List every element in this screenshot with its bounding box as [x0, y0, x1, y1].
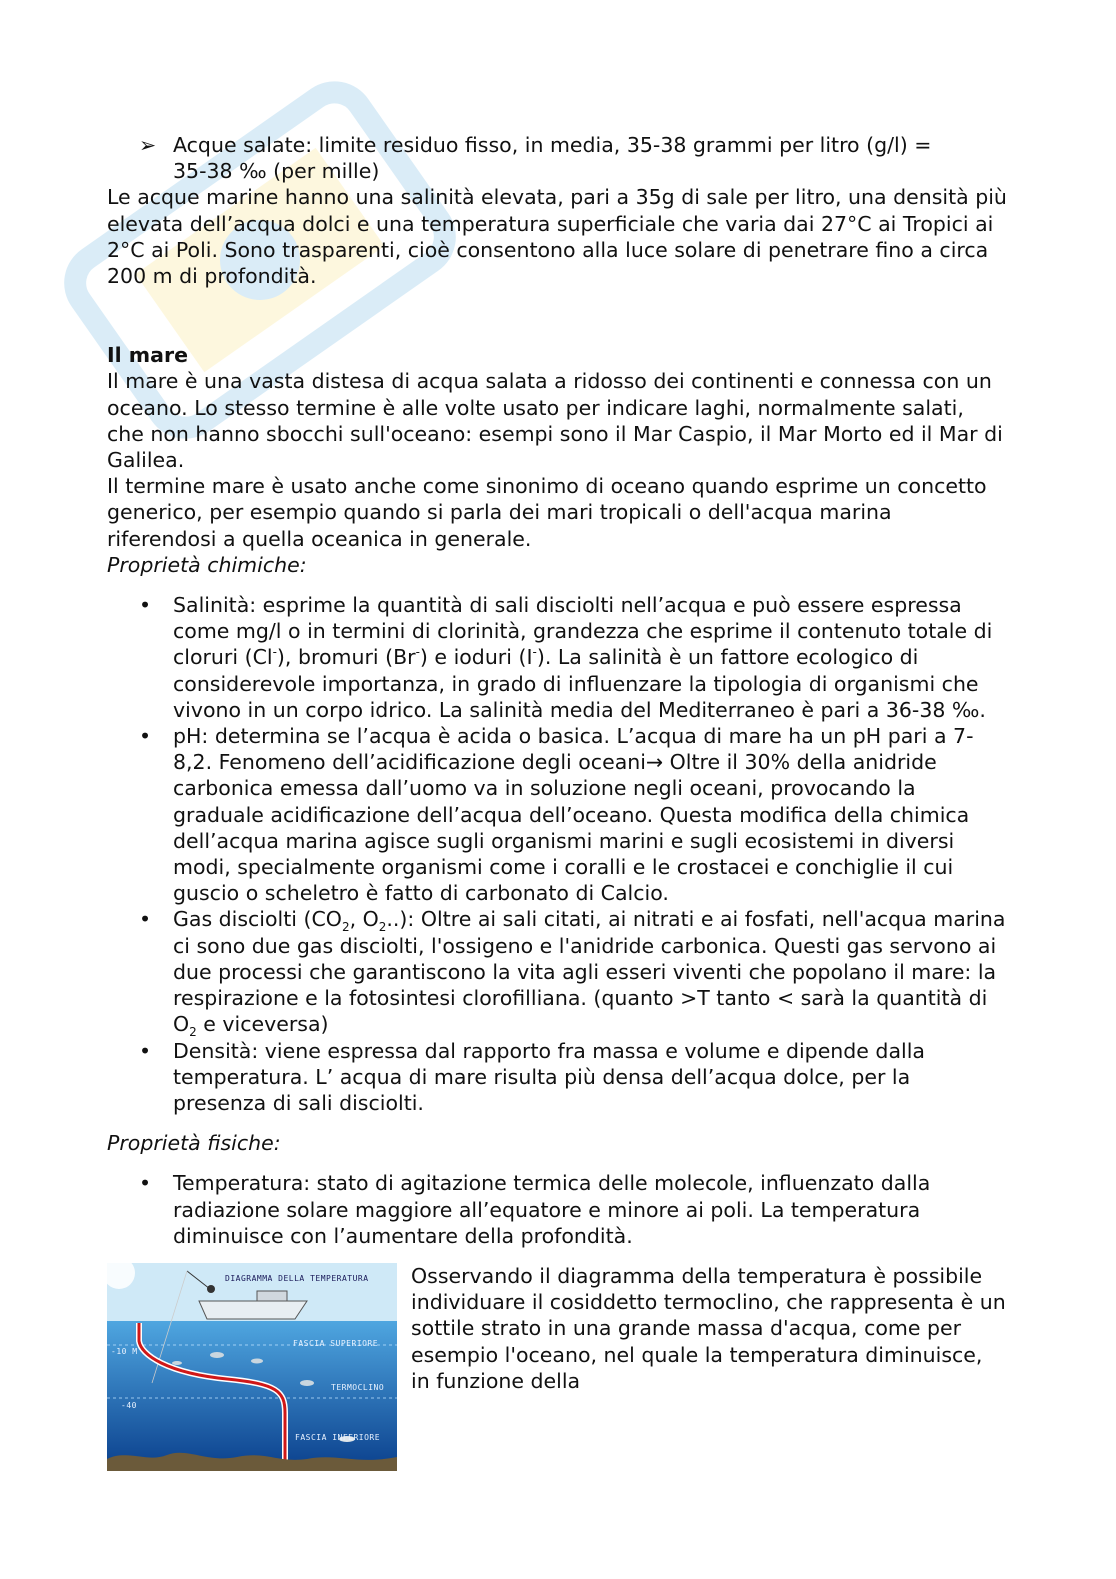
bullet-icon: •: [139, 724, 152, 749]
label-depth-10m: -10 M: [111, 1346, 138, 1356]
figure-caption: Osservando il diagramma della temperatura è possibile individuare il cosiddetto termoclino, che rappresenta è un sottile strato in una grande massa d'acqua, come per esempio l'oceano, nel quale la temperatura diminuisce, in funzione della: [411, 1263, 1006, 1393]
bullet-icon: •: [139, 593, 152, 618]
intro-paragraph: Le acque marine hanno una salinità elevata, pari a 35g di sale per litro, una densità più elevata dell’acqua dolci e una temperatura superficiale che varia dai 27°C ai Tropici ai 2°C ai Poli. Sono trasparenti, cioè consentono alla luce solare di penetrare fino a circa 200 m di profondità.: [107, 185, 1007, 289]
bullet-icon: •: [139, 1171, 152, 1196]
figure-row: [107, 1263, 1007, 1471]
mare-paragraph-1: Il mare è una vasta distesa di acqua salata a ridosso dei continenti e connessa con un oceano. Lo stesso termine è alle volte usato per indicare laghi, normalmente salati, che non hanno sbocchi sull'oceano: esempi sono il Mar Caspio, il Mar Morto ed il Mar di Galilea.: [107, 369, 1003, 473]
diagram-title: DIAGRAMMA DELLA TEMPERATURA: [225, 1273, 369, 1283]
bullet-icon: •: [139, 1038, 152, 1063]
list-item-acque-salate: [107, 132, 1007, 184]
list-item-temperatura: • Temperatura: stato di agitazione termica delle molecole, influenzato dalla radiazione solare maggiore all’equatore e minore ai poli. La temperatura diminuisce con l’aumentare della profondità.: [107, 1170, 1007, 1249]
arrow-bullet-icon: ➢: [139, 133, 157, 157]
acque-salate-line2: 35-38 ‰ (per mille): [173, 159, 380, 184]
section-heading-mare: Il mare: [107, 343, 188, 368]
label-depth-40: -40: [121, 1400, 137, 1410]
label-fascia-superiore: FASCIA SUPERIORE: [293, 1338, 379, 1348]
chemical-properties-list: [107, 592, 1007, 1116]
temperature-diagram-image: [107, 1263, 397, 1471]
subheading-proprieta-chimiche: Proprietà chimiche:: [107, 552, 307, 577]
bullet-icon: •: [139, 907, 152, 932]
acque-salate-line1: Acque salate: limite residuo fisso, in media, 35-38 grammi per litro (g/l) =: [173, 133, 932, 157]
document-page: [107, 132, 1007, 1471]
mare-paragraph-2: Il termine mare è usato anche come sinonimo di oceano quando esprime un concetto generico, per esempio quando si parla dei mari tropicali o dell'acqua marina riferendosi a quella oceanica in generale.: [107, 474, 987, 551]
label-termoclino: TERMOCLINO: [331, 1382, 385, 1392]
list-item-salinita: • Salinità: esprime la quantità di sali disciolti nell’acqua e può essere espressa come mg/l o in termini di clorinità, grandezza che esprime il contenuto totale di cloruri (Cl-), bromuri (Br-) e ioduri (I-). La salinità è un fattore ecologico di considerevole importanza, in grado di influenzare la tipologia di organismi che vivono in un corpo idrico. La salinità media del Mediterraneo è pari a 36-38 ‰.: [107, 592, 1007, 723]
physical-properties-list: [107, 1170, 1007, 1249]
list-item-densita: • Densità: viene espressa dal rapporto fra massa e volume e dipende dalla temperatura. L’ acqua di mare risulta più densa dell’acqua dolce, per la presenza di sali disciolti.: [107, 1038, 1007, 1117]
list-item-ph: • pH: determina se l’acqua è acida o basica. L’acqua di mare ha un pH pari a 7-8,2. Fenomeno dell’acidificazione degli oceani→ Oltre il 30% della anidride carbonica emessa dall’uomo va in soluzione negli oceani, provocando la graduale acidificazione dell’acqua dell’oceano. Questa modifica della chimica dell’acqua marina agisce sugli organismi marini e sugli ecosistemi in diversi modi, specialmente organismi come i coralli e le crostacei e conchiglie il cui guscio o scheletro è fatto di carbonato di Calcio.: [107, 723, 1007, 906]
label-fascia-inferiore: FASCIA INFERIORE: [295, 1432, 381, 1442]
subheading-proprieta-fisiche: Proprietà fisiche:: [107, 1131, 281, 1156]
list-item-gas-disciolti: • Gas disciolti ($CO_2$, $O_2$..): Oltre ai sali citati, ai nitrati e ai fosfati, nell'acqua marina ci sono due gas disciolti, l'ossigeno e l'anidride carbonica. Questi gas servono ai due processi che garantiscono la vita agli esseri viventi che popolano il mare: la respirazione e la fotosintesi clorofilliana. (quanto >T tanto < sarà la quantità di $O_2$ e viceversa): [107, 906, 1007, 1037]
